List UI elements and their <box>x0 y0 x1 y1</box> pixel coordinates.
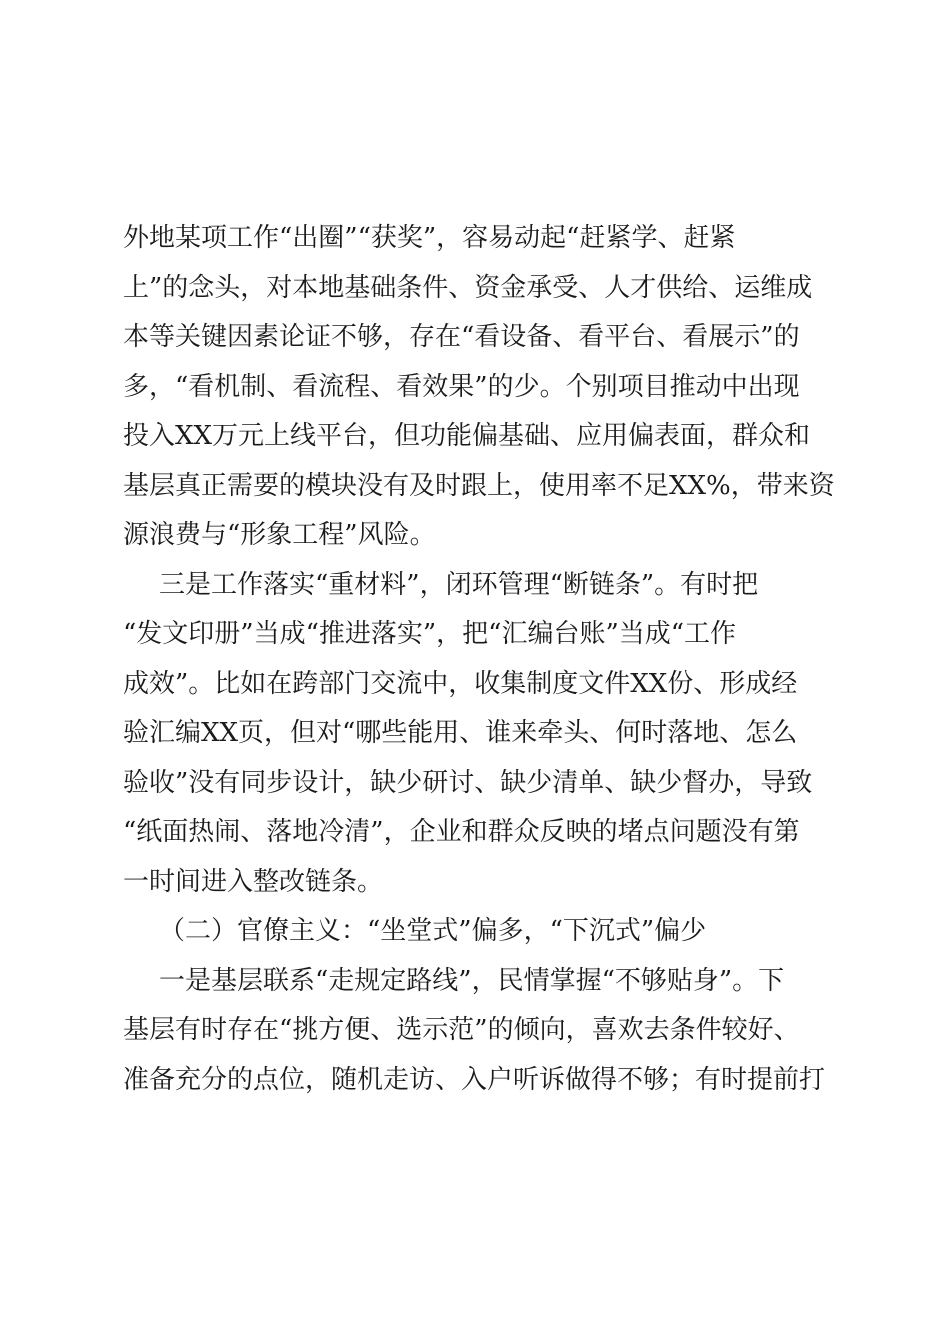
text-line: 外地某项工作“出圈”“获奖”，容易动起“赶紧学、赶紧 <box>123 223 736 253</box>
text-line: 源浪费与“形象工程”风险。 <box>123 520 436 550</box>
text-line: 多，“看机制、看流程、看效果”的少。个别项目推动中出现 <box>123 371 800 402</box>
text-line: “发文印册”当成“推进落实”，把“汇编台账”当成“工作 <box>123 619 737 649</box>
paragraph-start-line: 一是基层联系“走规定路线”，民情掌握“不够贴身”。下 <box>159 965 785 996</box>
text-line: 验收”没有同步设计，缺少研讨、缺少清单、缺少督办，导致 <box>123 767 813 798</box>
text-line: 验汇编XX页，但对“哪些能用、谁来牵头、何时落地、怎么 <box>123 718 798 748</box>
text-line: 本等关键因素论证不够，存在“看设备、看平台、看展示”的 <box>123 322 800 352</box>
document-body <box>123 214 835 1105</box>
text-line: 投入XX万元上线平台，但功能偏基础、应用偏表面，群众和 <box>123 421 811 451</box>
text-line: 基层真正需要的模块没有及时跟上，使用率不足XX%，带来资 <box>123 470 835 501</box>
text-line: “纸面热闹、落地冷清”，企业和群众反映的堵点问题没有第 <box>123 817 800 847</box>
section-heading: （二）官僚主义：“坐堂式”偏多，“下沉式”偏少 <box>159 916 707 946</box>
text-line: 上”的念头，对本地基础条件、资金承受、人才供给、运维成 <box>123 272 813 303</box>
text-line: 准备充分的点位，随机走访、入户听诉做得不够；有时提前打 <box>123 1064 826 1095</box>
text-line: 一时间进入整改链条。 <box>123 866 384 897</box>
paragraph-start-line: 三是工作落实“重材料”，闭环管理“断链条”。有时把 <box>159 569 759 600</box>
text-line: 基层有时存在“挑方便、选示范”的倾向，喜欢去条件较好、 <box>123 1015 800 1045</box>
text-line: 成效”。比如在跨部门交流中，收集制度文件XX份、形成经 <box>123 668 798 699</box>
